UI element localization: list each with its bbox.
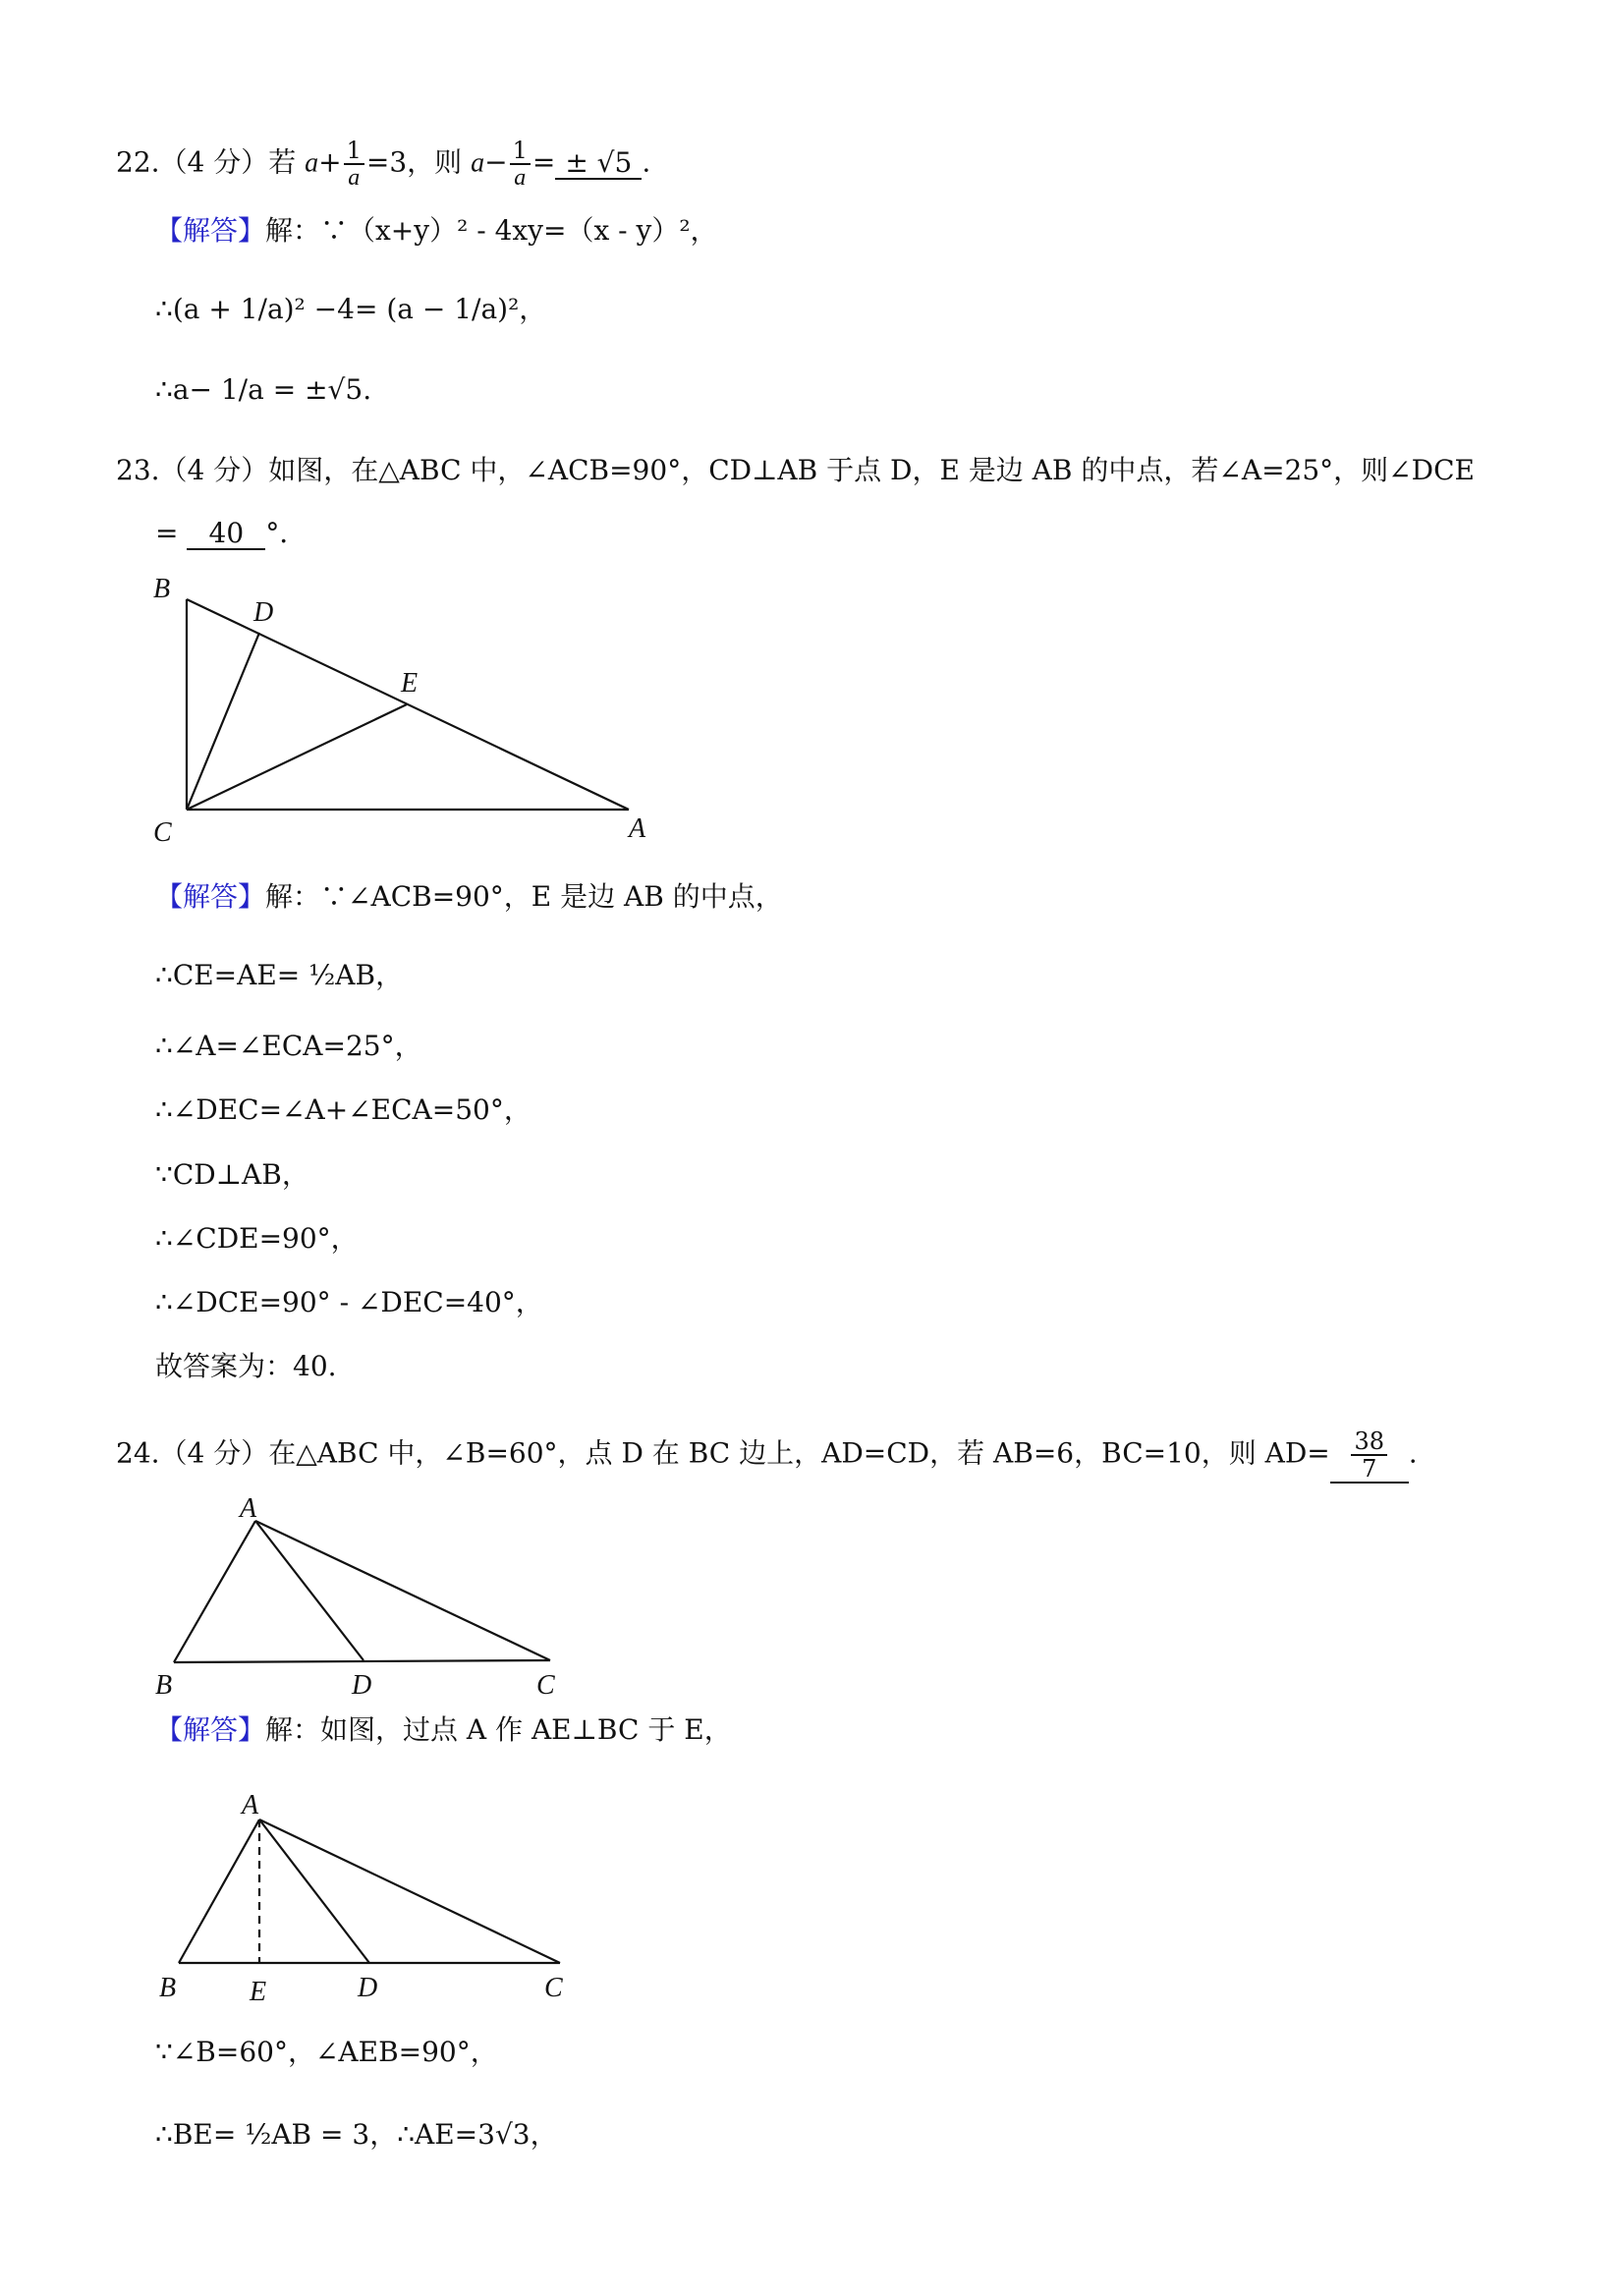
q22-var-a2: a <box>471 147 485 179</box>
q24-sol-1: ∴BE= ½AB = 3，∴AE=3√3， <box>155 2118 558 2151</box>
q23-label-D: D <box>253 597 274 628</box>
q24-fig2-label-D: D <box>358 1973 378 2003</box>
q24-answer-fraction <box>1351 1428 1387 1482</box>
q23-sol-7: 故答案为：40. <box>155 1350 337 1382</box>
q23-solution-line1 <box>155 880 783 914</box>
q22-minus: − <box>484 145 508 179</box>
q24-answer-num: 38 <box>1351 1428 1387 1456</box>
q23-sol-3: ∴∠DEC=∠A+∠ECA=50°， <box>155 1093 532 1126</box>
q24-auxiliary-figure <box>147 1778 580 2009</box>
q24-fig1-label-C: C <box>536 1670 555 1701</box>
q22-var-a: a <box>305 147 319 179</box>
q23-solution-line2 <box>155 959 403 992</box>
q24-answer-blank <box>1330 1428 1409 1484</box>
q22-answer-blank: ± √5 <box>555 148 642 180</box>
q23-label-B: B <box>153 574 171 604</box>
q24-triangle-figure <box>147 1484 580 1709</box>
q24-fig1-label-B: B <box>155 1670 173 1701</box>
q23-label-C: C <box>153 817 172 848</box>
q23-answer-line <box>155 517 307 550</box>
q23-sol-5: ∴∠CDE=90°， <box>155 1222 359 1255</box>
q22-plus: + <box>318 145 342 179</box>
q23-triangle-figure <box>138 570 668 855</box>
q23-sol-2: ∴∠A=∠ECA=25°， <box>155 1030 422 1062</box>
q23-answer-tag: 【解答】 <box>155 880 266 913</box>
q22-stem <box>116 138 650 191</box>
q22-solution-line3 <box>155 373 371 407</box>
q23-label-E: E <box>401 668 419 699</box>
q24-stem-text: 24.（4 分）在△ABC 中，∠B=60°，点 D 在 BC 边上，AD=CD，若 AB=6，BC=10，则 AD= <box>116 1436 1330 1470</box>
q22-frac2-den: a <box>514 165 527 191</box>
q23-label-A: A <box>629 813 646 844</box>
q22-frac1-den: a <box>348 165 361 191</box>
q24-sol-intro: 解：如图，过点 A 作 AE⊥BC 于 E， <box>265 1713 732 1746</box>
q24-fig2-label-A: A <box>242 1790 259 1820</box>
q24-fig1-label-A: A <box>240 1493 257 1524</box>
q22-solution-line2 <box>155 293 546 326</box>
q24-solution-line2 <box>155 2118 558 2152</box>
q23-answer-blank: 40 <box>187 519 265 550</box>
q23-eq: = <box>155 517 179 549</box>
q22-fraction-1 <box>344 138 364 191</box>
q24-solution-line1 <box>155 2036 498 2069</box>
q23-unit: °． <box>265 517 308 549</box>
q23-sol-1: ∴CE=AE= ½AB， <box>155 959 404 991</box>
q22-solution-line1 <box>155 214 718 248</box>
q23-solution-line7 <box>155 1286 543 1319</box>
q23-sol-4: ∵CD⊥AB， <box>155 1158 309 1191</box>
q22-frac2-num: 1 <box>510 138 531 165</box>
q23-sol-0: 解：∵∠ACB=90°，E 是边 AB 的中点， <box>265 880 783 913</box>
q22-line3-text: ∴a− 1/a = ±√5. <box>155 373 372 406</box>
q24-answer-tag: 【解答】 <box>155 1713 266 1746</box>
q22-eq3: =3，则 <box>365 145 463 179</box>
q24-solution-intro <box>155 1713 732 1747</box>
q24-fig2-label-B: B <box>159 1973 177 2003</box>
q22-number: 22.（4 分）若 <box>116 145 297 179</box>
q24-stem <box>116 1428 1418 1484</box>
q22-eq: = <box>532 145 556 179</box>
q23-stem-text: 23.（4 分）如图，在△ABC 中，∠ACB=90°，CD⊥AB 于点 D，E 是边 AB 的中点，若∠A=25°，则∠DCE <box>116 454 1475 486</box>
q24-answer-den: 7 <box>1362 1455 1377 1483</box>
q23-solution-line8 <box>155 1350 337 1383</box>
q23-solution-line3 <box>155 1030 422 1063</box>
q22-fraction-2 <box>510 138 531 191</box>
q24-fig1-label-D: D <box>352 1670 372 1701</box>
q23-solution-line5 <box>155 1158 309 1192</box>
q22-end: . <box>642 145 651 179</box>
q22-line1-text: 解：∵（x+y）² - 4xy=（x - y）²， <box>265 214 718 247</box>
q22-line2-text: ∴(a + 1/a)² −4= (a − 1/a)²， <box>155 293 547 325</box>
q24-end: . <box>1408 1436 1418 1470</box>
q22-frac1-num: 1 <box>344 138 364 165</box>
q22-answer-tag: 【解答】 <box>155 214 266 247</box>
q23-solution-line4 <box>155 1093 532 1127</box>
q23-stem <box>116 454 1475 487</box>
q24-fig2-label-C: C <box>544 1973 563 2003</box>
q24-fig2-label-E: E <box>250 1977 267 2007</box>
q23-solution-line6 <box>155 1222 359 1256</box>
q23-sol-6: ∴∠DCE=90° - ∠DEC=40°， <box>155 1286 543 1318</box>
q24-sol-0: ∵∠B=60°，∠AEB=90°， <box>155 2036 498 2068</box>
